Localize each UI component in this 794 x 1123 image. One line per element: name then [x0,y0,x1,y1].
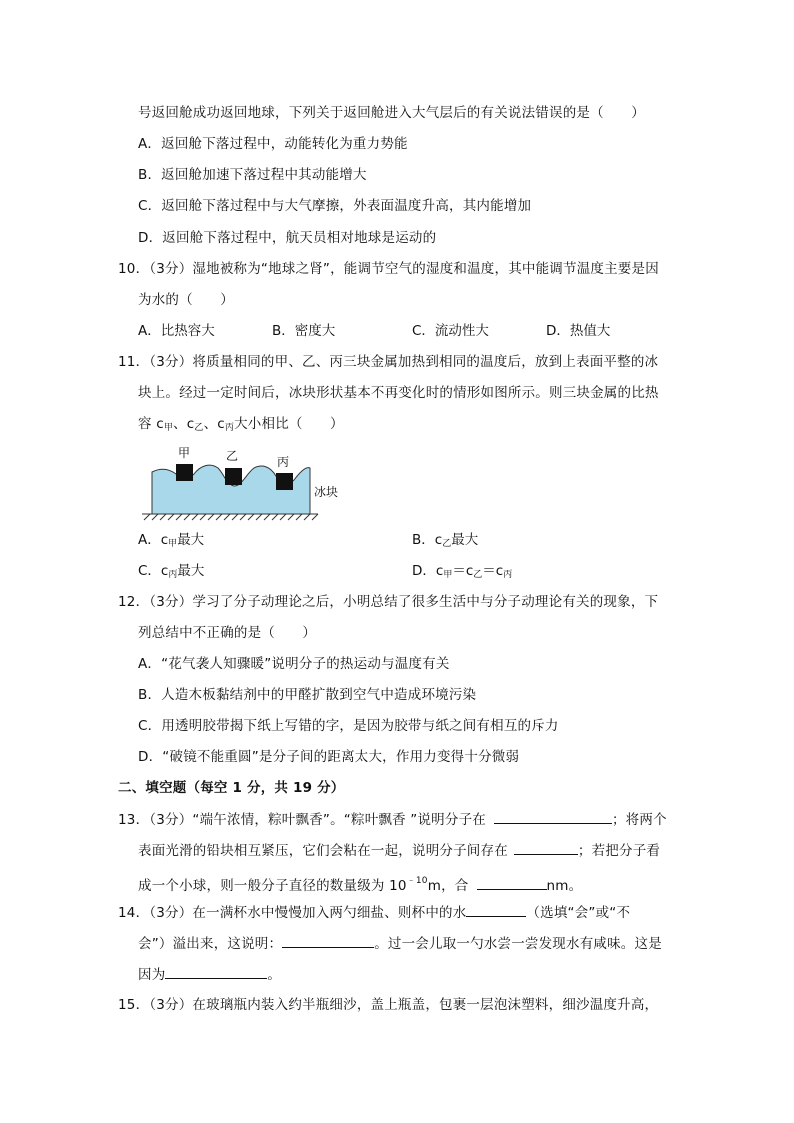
q12-stem-line2: 列总结中不正确的是（ ） [138,625,317,641]
q10-stem-line1: 10．（3分）湿地被称为“地球之肾”，能调节空气的湿度和温度，其中能调节温度主要是因 [118,261,659,277]
q13-blank-1[interactable] [494,809,612,824]
q11-stem-line3: 容 $c_甲$、$c_乙$、$c_丙$大小相比（ ） [138,416,344,433]
label-jia: 甲 [178,446,191,460]
q11-option-c: C．$c_丙$最大 [138,563,205,580]
q11-option-a: A．$c_甲$最大 [138,532,205,549]
q12-option-c: C．用透明胶带揭下纸上写错的字，是因为胶带与纸之间有相互的斥力 [138,718,559,734]
q12-option-b: B．人造木板黏结剂中的甲醛扩散到空气中造成环境污染 [138,687,477,703]
ground-hatch [142,514,318,520]
q14-blank-2[interactable] [282,933,374,948]
q15-line1: 15．（3分）在玻璃瓶内装入约半瓶细沙，盖上瓶盖，包裹一层泡沫塑料，细沙温度升高， [118,997,659,1013]
q11-stem-line1: 11．（3分）将质量相同的甲、乙、丙三块金属加热到相同的温度后，放到上表面平整的冰 [118,354,659,370]
q14-line2: 会”）溢出来，这说明： 。过一会儿取一勺水尝一尝发现水有咸味。这是 [138,933,662,954]
q9-stem: 号返回舱成功返回地球，下列关于返回舱进入大气层后的有关说法错误的是（ ） [138,105,645,121]
q14-blank-1[interactable] [466,902,526,917]
q13-blank-3[interactable] [477,875,547,890]
q13-line3: 成一个小球，则一般分子直径的数量级为 $10^{﹣10}m$，合 nm。 [138,876,583,894]
q12-stem-line1: 12．（3分）学习了分子动理论之后，小明总结了很多生活中与分子动理论有关的现象，下 [118,594,659,610]
q13-line2: 表面光滑的铅块相互紧压，它们会粘在一起，说明分子间存在 ；若把分子看 [138,840,660,861]
label-ice: 冰块 [314,485,339,499]
metal-block-yi [225,468,242,485]
q10-stem-line2: 为水的（ ） [138,292,234,308]
q11-option-b: B．$c_乙$最大 [412,532,479,549]
label-yi: 乙 [226,449,239,463]
q13-blank-2[interactable] [514,840,578,855]
metal-block-bing [276,473,293,490]
q9-option-a: A．返回舱下落过程中，动能转化为重力势能 [138,136,408,152]
q9-option-c: C．返回舱下落过程中与大气摩擦，外表面温度升高，其内能增加 [138,198,532,214]
q10-option-a: A．比热容大 [138,323,215,339]
ice-block-figure [138,440,358,522]
section-title-fill-blank: 二、填空题（每空 1 分，共 19 分） [118,780,345,796]
q10-option-c: C．流动性大 [412,323,489,339]
q12-option-a: A．“花气袭人知骤暖”说明分子的热运动与温度有关 [138,656,450,672]
q14-line3: 因为 。 [138,964,281,985]
q10-option-b: B．密度大 [272,323,336,339]
q11-stem-line2: 块上。经过一定时间后，冰块形状基本不再变化时的情形如图所示。则三块金属的比热 [138,385,659,401]
q12-option-d: D．“破镜不能重圆”是分子间的距离太大，作用力变得十分微弱 [138,749,520,765]
q10-option-d: D．热值大 [546,323,611,339]
q14-line1: 14．（3分）在一满杯水中慢慢加入两勺细盐、则杯中的水 （选填“会”或“不 [118,902,630,923]
q9-option-d: D．返回舱下落过程中，航天员相对地球是运动的 [138,230,437,246]
q14-blank-3[interactable] [165,964,267,979]
metal-block-jia [176,464,193,481]
label-bing: 丙 [277,455,290,469]
q11-option-d: D．$c_甲=c_乙=c_丙$ [412,563,513,580]
q13-line1: 13．（3分）“端午浓情，粽叶飘香”。“粽叶飘香 ”说明分子在 ；将两个 [118,809,667,830]
q9-option-b: B．返回舱加速下落过程中其动能增大 [138,167,367,183]
